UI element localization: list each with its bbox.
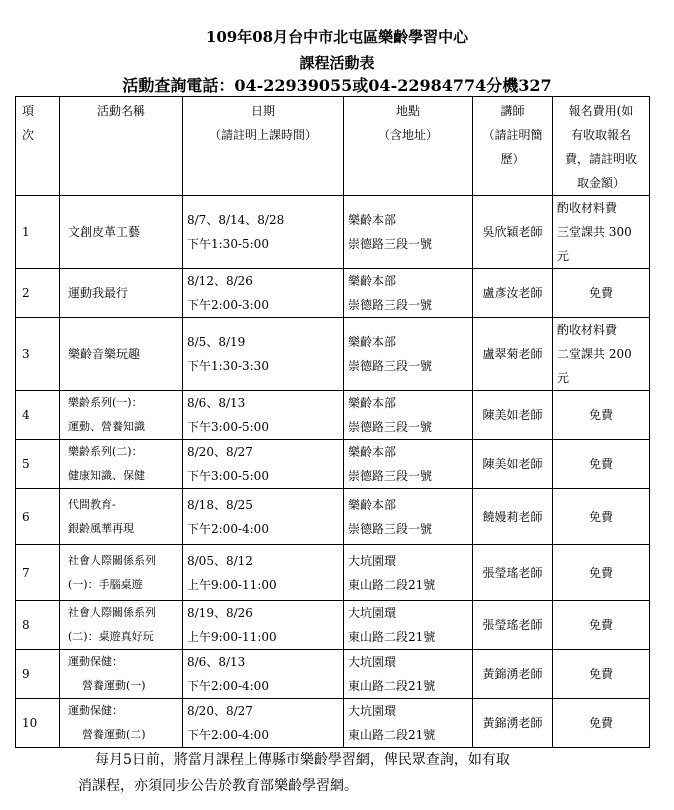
document-subtitle: 課程活動表 — [299, 54, 375, 72]
date-line: 上午9:00-11:00 — [187, 630, 277, 644]
activity-name-line: 樂齡系列(二)： — [68, 445, 143, 458]
fee-line: 免費 — [588, 286, 613, 300]
teacher-name: 饒嫚莉老師 — [482, 509, 543, 524]
fee-line: 酌收材料費 — [557, 323, 618, 337]
location-line: 樂齡本部 — [348, 213, 397, 227]
date-line: 8/7、8/14、8/28 — [187, 213, 285, 227]
header-name-line: 活動名稱 — [96, 104, 145, 118]
header-name — [60, 97, 183, 196]
activity-name-line: 樂齡系列(一)： — [68, 396, 143, 409]
cell-fee — [553, 601, 650, 650]
cell-fee — [553, 196, 650, 269]
footer-note-line1: 每月5日前，將當月課程上傳縣市樂齡學習網，俾民眾查詢，如有取 — [95, 752, 510, 768]
cell-activity-name — [60, 196, 183, 269]
date-line: 下午1:30-5:00 — [187, 237, 269, 251]
table-row — [16, 269, 650, 318]
table-row — [16, 196, 650, 269]
cell-activity-name — [60, 601, 183, 650]
activity-name-line: 營養運動(二) — [82, 728, 146, 741]
date-line: 8/19、8/26 — [187, 606, 253, 620]
document-title: 109年08月台中市北屯區樂齡學習中心 — [205, 28, 469, 46]
location-line: 東山路二段21號 — [348, 577, 436, 592]
cell-no — [16, 601, 60, 650]
cell-activity-name — [60, 545, 183, 601]
cell-no — [16, 440, 60, 489]
date-line: 下午3:00-5:00 — [187, 420, 269, 434]
location-line: 大坑園環 — [348, 704, 397, 718]
cell-fee — [553, 699, 650, 748]
fee-line: 免費 — [588, 716, 613, 730]
header-fee-line: 報名費用(如 — [568, 104, 634, 118]
cell-date — [183, 318, 344, 391]
cell-teacher — [473, 489, 553, 545]
cell-teacher — [473, 699, 553, 748]
cell-fee — [553, 391, 650, 440]
table-row — [16, 391, 650, 440]
location-line: 大坑園環 — [348, 655, 397, 669]
teacher-name: 黃錦湧老師 — [482, 667, 543, 681]
date-line: 下午2:00-3:00 — [187, 298, 269, 312]
location-line: 東山路二段21號 — [348, 630, 436, 644]
teacher-name: 盧彥汝老師 — [482, 286, 543, 300]
header-location-line: 地點 — [395, 104, 420, 118]
location-line: 崇德路三段一號 — [348, 237, 433, 251]
header-location — [344, 97, 473, 196]
location-line: 大坑園環 — [348, 606, 397, 620]
table-row — [16, 650, 650, 699]
activity-name-line: 代間教育- — [68, 497, 116, 511]
cell-location — [344, 269, 473, 318]
teacher-name: 張瑩瑤老師 — [482, 565, 543, 580]
fee-line: 元 — [557, 371, 570, 385]
activity-name-line: 運動、營養知識 — [68, 420, 145, 433]
fee-line: 二堂課共 200 — [557, 347, 632, 361]
header-no — [16, 97, 60, 196]
cell-activity-name — [60, 269, 183, 318]
date-line: 8/5、8/19 — [187, 335, 246, 349]
date-line: 8/20、8/27 — [187, 445, 253, 459]
cell-fee — [553, 440, 650, 489]
cell-teacher — [473, 196, 553, 269]
course-schedule-table — [15, 96, 650, 748]
date-line: 下午3:00-5:00 — [187, 469, 269, 483]
date-line: 上午9:00-11:00 — [187, 577, 277, 592]
activity-name-line: 社會人際關係系列 — [68, 553, 156, 567]
row-number: 8 — [22, 618, 30, 632]
table-row — [16, 440, 650, 489]
header-no-line: 項 — [22, 104, 35, 118]
location-line: 崇德路三段一號 — [348, 298, 433, 312]
header-date-line: 日期 — [250, 104, 275, 118]
location-line: 樂齡本部 — [348, 396, 397, 410]
row-number: 2 — [22, 286, 30, 300]
header-teacher — [473, 97, 553, 196]
cell-date — [183, 545, 344, 601]
table-row — [16, 601, 650, 650]
cell-location — [344, 440, 473, 489]
fee-line: 免費 — [588, 667, 613, 681]
cell-location — [344, 601, 473, 650]
location-line: 樂齡本部 — [348, 445, 397, 459]
fee-line: 元 — [557, 249, 570, 263]
activity-name-line: 社會人際關係系列 — [68, 606, 156, 619]
cell-date — [183, 440, 344, 489]
cell-location — [344, 545, 473, 601]
fee-line: 免費 — [588, 408, 613, 422]
location-line: 樂齡本部 — [348, 274, 397, 288]
activity-name-line: 樂齡音樂玩趣 — [68, 347, 141, 361]
date-line: 8/05、8/12 — [187, 553, 253, 568]
activity-name-line: 健康知識、保健 — [68, 469, 145, 482]
cell-date — [183, 489, 344, 545]
cell-no — [16, 196, 60, 269]
date-line: 8/18、8/25 — [187, 497, 253, 512]
teacher-name: 吳欣穎老師 — [482, 225, 543, 239]
cell-date — [183, 269, 344, 318]
activity-name-line: (二)：桌遊真好玩 — [68, 630, 154, 643]
cell-fee — [553, 489, 650, 545]
row-number: 7 — [22, 565, 30, 580]
cell-activity-name — [60, 391, 183, 440]
cell-date — [183, 601, 344, 650]
cell-teacher — [473, 318, 553, 391]
cell-date — [183, 196, 344, 269]
teacher-name: 張瑩瑤老師 — [482, 618, 543, 632]
table-header-row — [16, 97, 650, 196]
cell-date — [183, 699, 344, 748]
cell-teacher — [473, 440, 553, 489]
location-line: 樂齡本部 — [348, 335, 397, 349]
activity-name-line: 運動我最行 — [68, 286, 129, 300]
location-line: 崇德路三段一號 — [348, 469, 433, 483]
fee-line: 免費 — [588, 509, 613, 524]
activity-name-line: 營養運動(一) — [82, 679, 146, 692]
cell-location — [344, 650, 473, 699]
date-line: 8/6、8/13 — [187, 396, 246, 410]
teacher-name: 陳美如老師 — [482, 457, 543, 471]
table-row — [16, 545, 650, 601]
cell-activity-name — [60, 440, 183, 489]
header-date — [183, 97, 344, 196]
date-line: 下午2:00-4:00 — [187, 679, 269, 693]
date-line: 8/12、8/26 — [187, 274, 253, 288]
cell-no — [16, 489, 60, 545]
cell-no — [16, 650, 60, 699]
teacher-name: 黃錦湧老師 — [482, 716, 543, 730]
teacher-name: 陳美如老師 — [482, 408, 543, 422]
row-number: 1 — [22, 225, 30, 239]
cell-activity-name — [60, 699, 183, 748]
table-row — [16, 699, 650, 748]
row-number: 4 — [22, 408, 30, 422]
header-fee-line: 有收取報名 — [570, 128, 631, 142]
cell-activity-name — [60, 489, 183, 545]
cell-no — [16, 699, 60, 748]
cell-fee — [553, 545, 650, 601]
row-number: 5 — [22, 457, 30, 471]
cell-teacher — [473, 601, 553, 650]
location-line: 崇德路三段一號 — [348, 521, 433, 536]
fee-line: 酌收材料費 — [557, 201, 618, 215]
cell-location — [344, 699, 473, 748]
location-line: 大坑園環 — [348, 553, 397, 568]
location-line: 東山路二段21號 — [348, 728, 436, 742]
header-teacher-line: 歷） — [500, 152, 525, 166]
activity-name-line: 運動保健： — [68, 655, 123, 668]
cell-fee — [553, 269, 650, 318]
header-location-line: （含地址） — [377, 128, 438, 142]
date-line: 8/6、8/13 — [187, 655, 246, 669]
header-no-line: 次 — [22, 128, 35, 142]
date-line: 下午1:30-3:30 — [187, 359, 269, 373]
contact-phone-line: 活動查詢電話：04-22939055或04-22984774分機327 — [122, 76, 552, 95]
cell-location — [344, 489, 473, 545]
row-number: 9 — [22, 667, 30, 681]
location-line: 樂齡本部 — [348, 497, 397, 512]
header-date-line: （請註明上課時間） — [208, 128, 317, 142]
cell-location — [344, 318, 473, 391]
cell-location — [344, 391, 473, 440]
footer-note-line2: 消課程，亦須同步公告於教育部樂齡學習網。 — [78, 778, 358, 794]
activity-name-line: 銀齡風華再現 — [68, 521, 134, 535]
header-fee — [553, 97, 650, 196]
row-number: 10 — [22, 716, 38, 730]
cell-activity-name — [60, 318, 183, 391]
cell-date — [183, 391, 344, 440]
cell-date — [183, 650, 344, 699]
cell-teacher — [473, 391, 553, 440]
location-line: 東山路二段21號 — [348, 679, 436, 693]
cell-location — [344, 196, 473, 269]
cell-teacher — [473, 269, 553, 318]
activity-name-line: (一)：手腦桌遊 — [68, 577, 143, 591]
header-fee-line: 取金額） — [576, 176, 625, 190]
location-line: 崇德路三段一號 — [348, 420, 433, 434]
activity-name-line: 運動保健： — [68, 704, 123, 717]
cell-no — [16, 545, 60, 601]
cell-fee — [553, 318, 650, 391]
activity-name-line: 文創皮革工藝 — [68, 225, 141, 239]
header-teacher-line: 講師 — [500, 104, 525, 118]
fee-line: 免費 — [588, 457, 613, 471]
row-number: 3 — [22, 347, 30, 361]
fee-line: 免費 — [588, 565, 613, 580]
cell-teacher — [473, 650, 553, 699]
date-line: 下午2:00-4:00 — [187, 728, 269, 742]
cell-fee — [553, 650, 650, 699]
cell-teacher — [473, 545, 553, 601]
date-line: 下午2:00-4:00 — [187, 521, 269, 536]
table-row — [16, 318, 650, 391]
cell-no — [16, 269, 60, 318]
cell-no — [16, 318, 60, 391]
row-number: 6 — [22, 509, 30, 524]
header-teacher-line: （請註明簡 — [482, 128, 543, 142]
table-row — [16, 489, 650, 545]
location-line: 崇德路三段一號 — [348, 359, 433, 373]
header-fee-line: 費，請註明收 — [564, 152, 637, 166]
cell-activity-name — [60, 650, 183, 699]
cell-no — [16, 391, 60, 440]
date-line: 8/20、8/27 — [187, 704, 253, 718]
fee-line: 三堂課共 300 — [557, 225, 632, 239]
teacher-name: 盧翠菊老師 — [482, 347, 543, 361]
fee-line: 免費 — [588, 618, 613, 632]
